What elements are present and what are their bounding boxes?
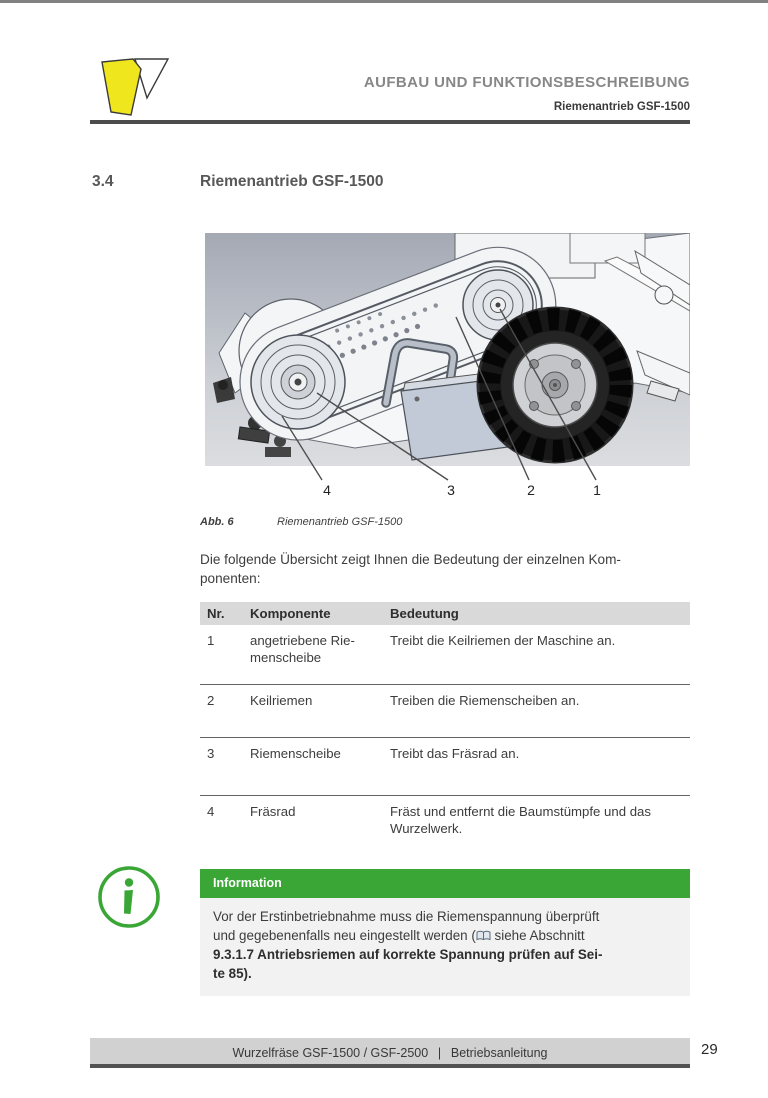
page-number: 29 (701, 1041, 718, 1058)
wheel (478, 308, 632, 462)
table-cell-komponente: Fräsrad (250, 804, 296, 819)
header-chapter-title: AUFBAU UND FUNKTIONSBESCHREIBUNG (363, 74, 690, 91)
brand-logo (95, 56, 177, 124)
table-cell-nr: 1 (207, 633, 215, 648)
figure-caption (200, 516, 402, 528)
main-pulley (251, 335, 345, 429)
figure-caption-label: Abb. 6 (200, 516, 234, 528)
component-table (200, 602, 690, 855)
table-cell-nr: 4 (207, 804, 215, 819)
info-box-body: Vor der Erstinbetriebnahme muss die Riemenspannung überprüft und gegebenenfalls neu eingestellt werden ( siehe Abschnitt 9.3.1.7 Antriebsriemen auf korrekte Spannung prüfen auf Sei- te 85). (200, 898, 690, 996)
info-box (200, 869, 690, 996)
cross-reference: 9.3.1.7 Antriebsriemen auf korrekte Spannung prüfen auf Sei- (213, 947, 603, 962)
callout-4: 4 (323, 482, 331, 498)
table-cell-nr: 3 (207, 746, 215, 761)
scan-edge-artifact (0, 0, 768, 3)
table-row (200, 625, 690, 684)
footer-bar (90, 1038, 690, 1068)
component-table-body (200, 625, 690, 855)
section-number: 3.4 (92, 173, 114, 190)
table-cell-komponente: Riemenscheibe (250, 746, 341, 761)
table-cell-nr: 2 (207, 693, 215, 708)
table-row (200, 795, 690, 855)
header-rule (90, 120, 690, 124)
table-row (200, 684, 690, 737)
info-box-title: Information (200, 869, 690, 898)
table-cell-bedeutung: Treibt das Fräsrad an. (390, 746, 520, 761)
header-section-title: Riemenantrieb GSF-1500 (553, 101, 690, 113)
section-title: Riemenantrieb GSF-1500 (200, 173, 384, 190)
table-cell-komponente: Keilriemen (250, 693, 313, 708)
book-icon (476, 930, 491, 941)
figure-caption-text: Riemenantrieb GSF-1500 (277, 516, 403, 528)
table-cell-bedeutung: Treiben die Riemenscheiben an. (390, 693, 580, 708)
table-header-row (200, 602, 690, 625)
col-header-komponente: Komponente (250, 606, 331, 621)
table-cell-bedeutung: Fräst und entfernt die Baumstümpfe und das Wurzelwerk. (390, 804, 651, 836)
col-header-bedeutung: Bedeutung (390, 606, 459, 621)
callout-1: 1 (593, 482, 601, 498)
callout-numbers (323, 482, 601, 498)
callout-2: 2 (527, 482, 535, 498)
intro-paragraph: Die folgende Übersicht zeigt Ihnen die Bedeutung der einzelnen Kom- ponenten: (200, 552, 621, 586)
footer-text: Wurzelfräse GSF-1500 / GSF-2500 | Betriebsanleitung (232, 1046, 548, 1060)
table-row (200, 737, 690, 795)
col-header-nr: Nr. (207, 606, 225, 621)
belt-drive-illustration (205, 233, 690, 503)
callout-3: 3 (447, 482, 455, 498)
table-cell-komponente: angetriebene Rie- menscheibe (250, 633, 355, 665)
table-cell-bedeutung: Treibt die Keilriemen der Maschine an. (390, 633, 616, 648)
info-icon (96, 864, 162, 930)
